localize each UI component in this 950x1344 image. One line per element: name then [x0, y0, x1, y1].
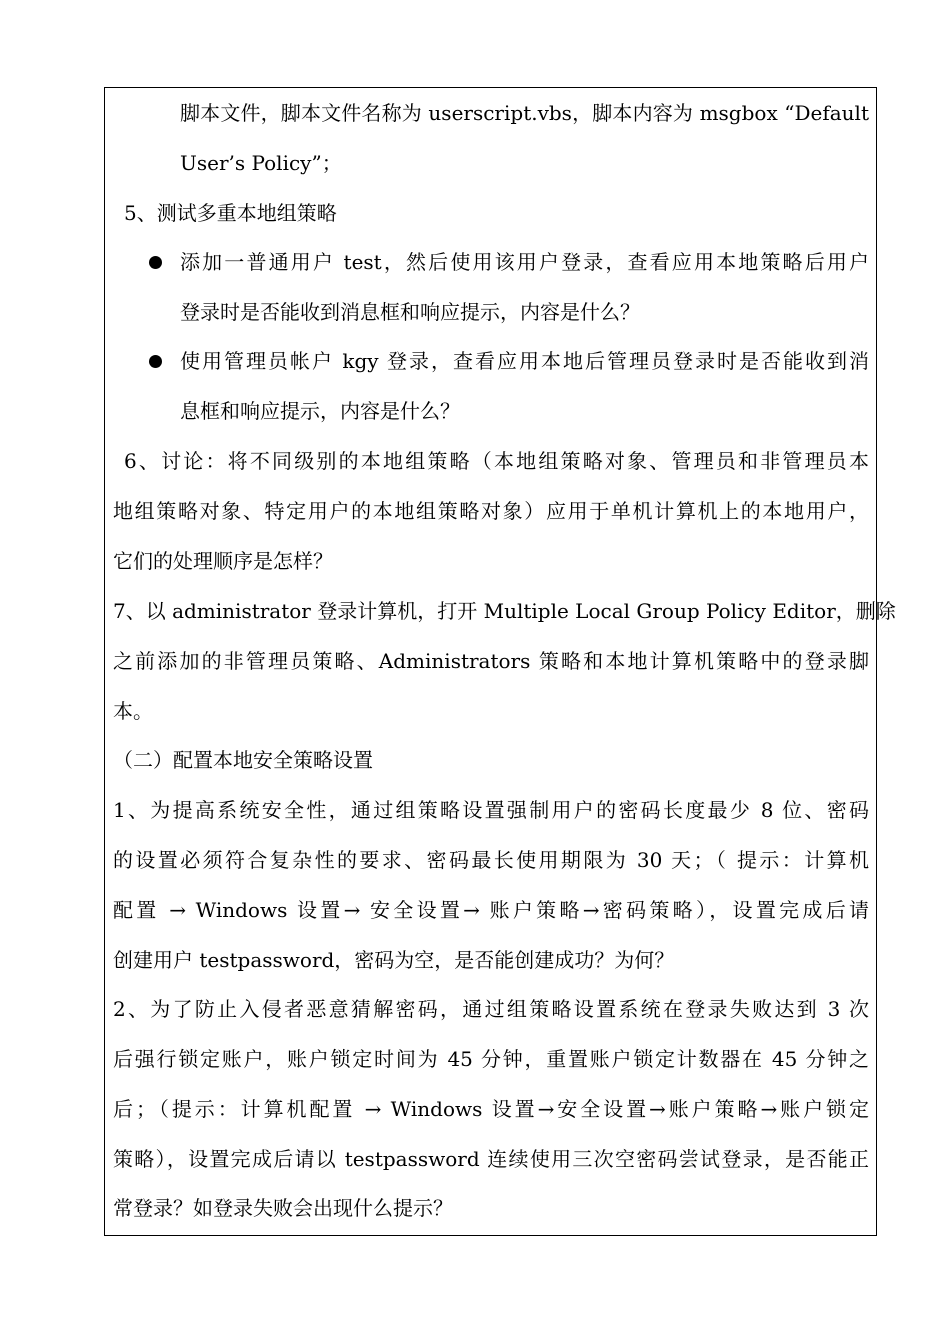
bullet-item-1-line-2: 登录时是否能收到消息框和响应提示，内容是什么？ [180, 300, 640, 324]
item-1-line-4: 创建用户 testpassword，密码为空，是否能创建成功？为何？ [113, 948, 675, 972]
text-line-1: 脚本文件，脚本文件名称为 userscript.vbs，脚本内容为 msgbox “Default [180, 101, 869, 125]
bullet-item-2-line-1: 使用管理员帐户 kgy 登录，查看应用本地后管理员登录时是否能收到消 [180, 349, 869, 373]
bullet-icon [149, 256, 162, 269]
section-7-line-1: 7、以 administrator 登录计算机，打开 Multiple Local Group Policy Editor，删除 [113, 599, 896, 623]
bullet-item-2-line-2: 息框和响应提示，内容是什么？ [180, 399, 460, 423]
item-1-line-1: 1、为提高系统安全性，通过组策略设置强制用户的密码长度最少 8 位、密码 [113, 798, 869, 822]
item-2-line-5: 常登录？如登录失败会出现什么提示？ [113, 1196, 453, 1220]
bullet-item-1-line-1: 添加一普通用户 test，然后使用该用户登录，查看应用本地策略后用户 [180, 250, 869, 274]
section-7-line-3: 本。 [113, 699, 153, 723]
section-7-line-2: 之前添加的非管理员策略、Administrators 策略和本地计算机策略中的登录脚 [113, 649, 869, 673]
section-6-line-1: 6、讨论：将不同级别的本地组策略（本地组策略对象、管理员和非管理员本 [124, 449, 869, 473]
bullet-icon [149, 355, 162, 368]
item-1-line-3: 配置 → Windows 设置→ 安全设置→ 账户策略→密码策略），设置完成后请 [113, 898, 869, 922]
section-6-line-3: 它们的处理顺序是怎样？ [113, 549, 333, 573]
section-heading-5: 5、测试多重本地组策略 [124, 201, 337, 225]
section-6-line-2: 地组策略对象、特定用户的本地组策略对象）应用于单机计算机上的本地用户， [113, 499, 869, 523]
item-2-line-3: 后；（提示：计算机配置 → Windows 设置→安全设置→账户策略→账户锁定 [113, 1097, 869, 1121]
part-2-heading: （二）配置本地安全策略设置 [113, 748, 373, 772]
item-1-line-2: 的设置必须符合复杂性的要求、密码最长使用期限为 30 天；（ 提示：计算机 [113, 848, 869, 872]
text-line-2: User’s Policy”； [180, 151, 342, 175]
item-2-line-1: 2、为了防止入侵者恶意猜解密码，通过组策略设置系统在登录失败达到 3 次 [113, 997, 869, 1021]
item-2-line-2: 后强行锁定账户，账户锁定时间为 45 分钟，重置账户锁定计数器在 45 分钟之 [113, 1047, 869, 1071]
item-2-line-4: 策略），设置完成后请以 testpassword 连续使用三次空密码尝试登录，是否能正 [113, 1147, 869, 1171]
